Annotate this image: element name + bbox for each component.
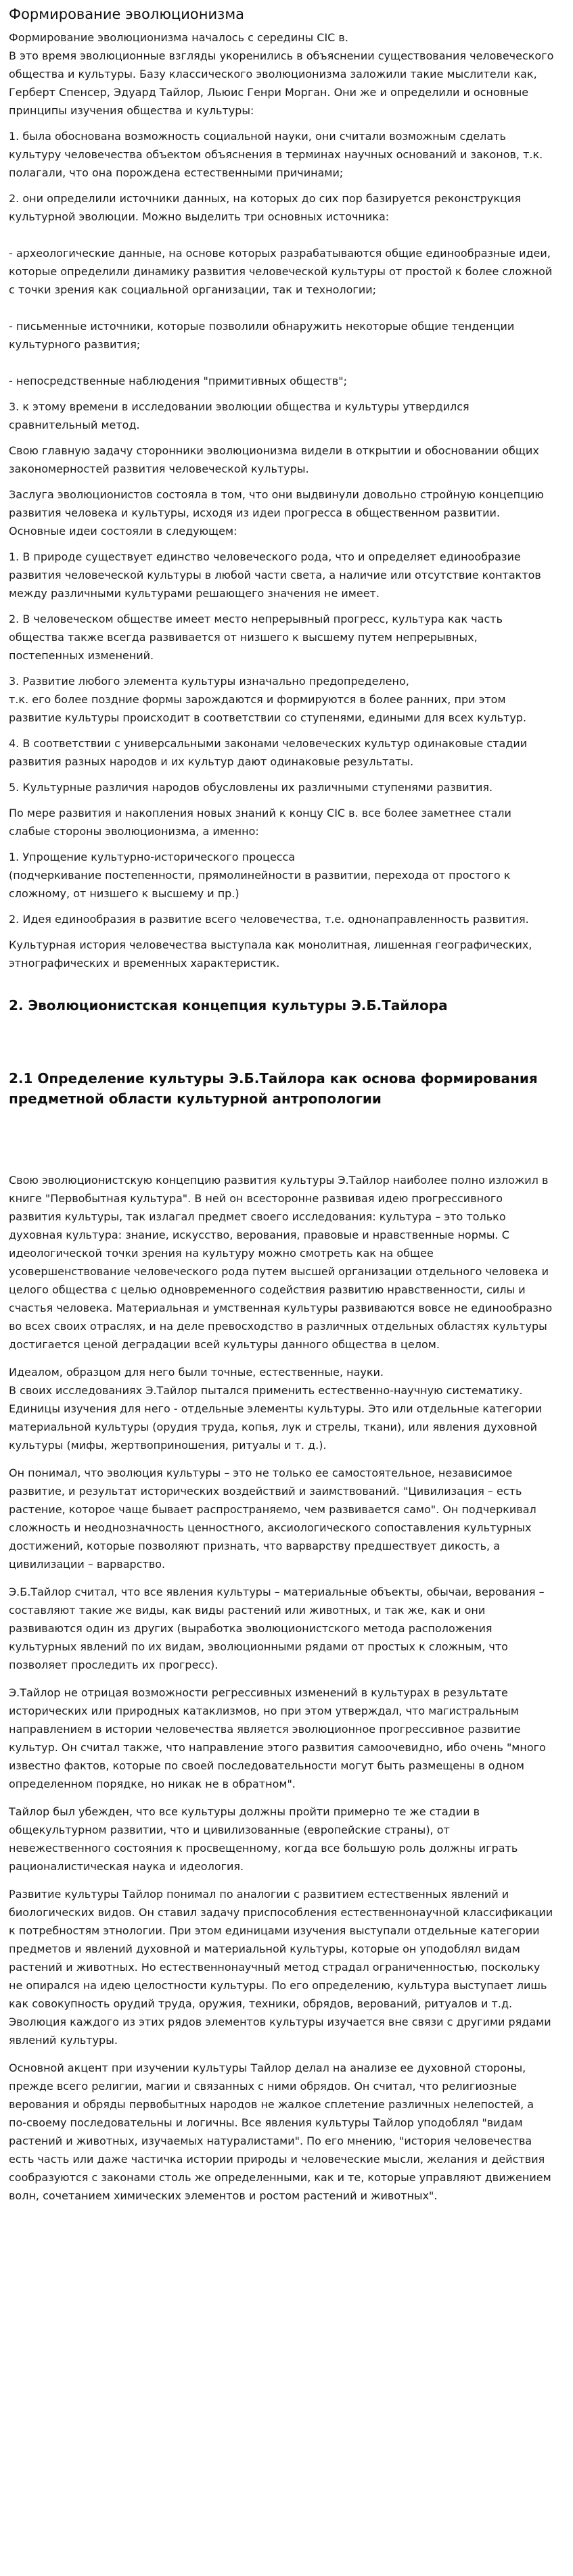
section-heading: 2. Эволюционистская концепция культуры Э.Б.Тайлора: [9, 997, 448, 1013]
paragraph: Культурная история человечества выступала как монолитная, лишенная географических, этнографических и временных характеристик.: [9, 938, 532, 970]
paragraph: 2. Идея единообразия в развитие всего человечества, т.е. однонаправленность развития.: [9, 913, 529, 926]
document-title: Формирование эволюционизма: [9, 6, 245, 22]
paragraph: 2. В человеческом обществе имеет место непрерывный прогресс, культура как часть общества также всегда развивается от низшего к высшему путем непрерывных, постепенных изменений.: [9, 613, 503, 662]
paragraph: Свою эволюционистскую концепцию развития культуры Э.Тайлор наиболее полно изложил в книге "Первобытная культура". В ней он всесторонне развивая идею прогрессивного развития культуры, так излагал предмет своего исследования: культура – это только духовная культура: знание, искусство, верования, правовые и нравственные нормы. С идеологической точки зрения на культуру можно смотреть как на общее усовершенствование человеческого рода путем высшей организации отдельного человека и целого общества с целью одновременного содействия развитию нравственности, силы и счастья человека. Материальная и умственная культуры развиваются вовсе не единообразно во всех своих отраслях, и на деле превосходство в различных отдельных областях культуры достигается ценой деградации всей культуры данного общества в целом.: [9, 1174, 553, 1351]
subsection-heading: 2.1 Определение культуры Э.Б.Тайлора как основа формирования предметной области культурной антропологии: [9, 1070, 538, 1107]
paragraph: Э.Тайлор не отрицая возможности регрессивных изменений в культурах в результате исторических или природных катаклизмов, но при этом утверждал, что магистральным направлением в истории человечества является эволюционное прогрессивное развитие культур. Он считал также, что направление этого развития самоочевидно, ибо очень "много известно фактов, которые по своей последовательности могут быть размещены в одном определенном порядке, но никак не в обратном".: [9, 1686, 546, 1790]
paragraph: Формирование эволюционизма началось с середины CIC в. В это время эволюционные взгляды укоренились в объяснении существования человеческого общества и культуры. Базу классического эволюционизма заложили такие мыслители как, Герберт Спенсер, Эдуард Тайлор, Льюис Генри Морган. Они же и определили и основные принципы изучения общества и культуры:: [9, 31, 554, 117]
paragraph: Тайлор был убежден, что все культуры должны пройти примерно те же стадии в общекультурном развитии, что и цивилизованные (европейские страны), от невежественного состояния к просвещенному, когда все большую роль должны играть рационалистическая наука и идеология.: [9, 1805, 518, 1873]
paragraph: По мере развития и накопления новых знаний к концу CIC в. все более заметнее стали слабые стороны эволюционизма, а именно:: [9, 807, 511, 838]
section-evolutionism: [9, 28, 554, 972]
paragraph: 5. Культурные различия народов обусловлены их различными ступенями развития.: [9, 781, 493, 794]
paragraph: Э.Б.Тайлор считал, что все явления культуры – материальные объекты, обычаи, верования – составляют такие же виды, как виды растений или животных, и так же, как и они развиваются один из других (выработка эволюционистского метода расположения культурных явлений по их видам, эволюционными рядами от простых к сложным, что позволяет проследить их прогресс).: [9, 1585, 545, 1671]
paragraph: 4. В соответствии с универсальными законами человеческих культур одинаковые стадии развития разных народов и их культур дают одинаковые результаты.: [9, 737, 528, 768]
paragraph: Основной акцент при изучении культуры Тайлор делал на анализе ее духовной стороны, прежде всего религии, магии и связанных с ними обрядов. Он считал, что религиозные верования и обряды первобытных народов не жалкое сплетение различных нелепостей, а по-своему последовательны и логичны. Все явления культуры Тайлор уподоблял "видам растений и животных, изучаемых натуралистами". По его мнению, "история человечества есть часть или даже частичка истории природы и человеческие мысли, желания и действия сообразуются с законами столь же определенными, как и те, которые управляют движением волн, сочетанием химических элементов и ростом растений и животных".: [9, 2061, 551, 2202]
paragraph: 1. была обоснована возможность социальной науки, они считали возможным сделать культуру человечества объектом объяснения в терминах научных оснований и законов, т.к. полагали, что она порождена естественными причинами;: [9, 130, 543, 179]
paragraph: 1. Упрощение культурно-исторического процесса (подчеркивание постепенности, прямолинейности в развитии, перехода от простого к сложному, от низшего к высшему и пр.): [9, 851, 511, 900]
paragraph: Развитие культуры Тайлор понимал по аналогии с развитием естественных явлений и биологических видов. Он ставил задачу приспособления естественнонаучной классификации к потребностям этнологии. При этом единицами изучения выступали отдельные категории предметов и явлений духовной и материальной культуры, которые он уподоблял видам растений и животных. Но естественнонаучный метод страдал ограниченностью, поскольку не опирался на идею целостности культуры. По его определению, культура выступает лишь как совокупность орудий труда, оружия, техники, обрядов, верований, ритуалов и т.д. Эволюция каждого из этих рядов элементов культуры изучается вне связи с другими рядами явлений культуры.: [9, 1888, 553, 2047]
paragraph: 3. к этому времени в исследовании эволюции общества и культуры утвердился сравнительный метод.: [9, 400, 469, 431]
paragraph: 1. В природе существует единство человеческого рода, что и определяет единообразие развития человеческой культуры в любой части света, а наличие или отсутствие контактов между различными культурами решающего значения не имеет.: [9, 550, 541, 600]
paragraph: Заслуга эволюционистов состояла в том, что они выдвинули довольно стройную концепцию развития человека и культуры, исходя из идеи прогресса в общественном развитии. Основные идеи состояли в следующем:: [9, 488, 544, 538]
paragraph: Он понимал, что эволюция культуры – это не только ее самостоятельное, независимое развитие, и результат исторических воздействий и заимствований. "Цивилизация – есть растение, которое чаще бывает распространяемо, чем развивается само". Он подчеркивал сложность и неоднозначность ценностного, аксиологического сопоставления культурных достижений, которые позволяют признать, что варварству предшествует дикость, а цивилизации – варварство.: [9, 1466, 536, 1571]
section-tylor: [9, 1171, 554, 2205]
paragraph: 3. Развитие любого элемента культуры изначально предопределено, т.к. его более поздние формы зарождаются и формируются в более ранних, при этом развитие культуры происходит в соответствии со ступенями, едиными для всех культур.: [9, 675, 527, 724]
paragraph: 2. они определили источники данных, на которых до сих пор базируется реконструкция культурной эволюции. Можно выделить три основных источника: - археологические данные, на основе которых разрабатываются общие единообразные идеи, которые определили динамику развития человеческой культуры от простой к более сложной с точки зрения как социальной организации, так и технологии; - письменные источники, которые позволили обнаружить некоторые общие тенденции культурного развития; - непосредственные наблюдения "примитивных обществ";: [9, 192, 553, 387]
paragraph: Свою главную задачу сторонники эволюционизма видели в открытии и обосновании общих закономерностей развития человеческой культуры.: [9, 444, 539, 475]
paragraph: Идеалом, образцом для него были точные, естественные, науки. В своих исследованиях Э.Тайлор пытался применить естественно-научную систематику. Единицы изучения для него - отдельные элементы культуры. Это или отдельные категории материальной культуры (орудия труда, копья, лук и стрелы, ткани), или явления духовной культуры (мифы, жертвоприношения, ритуалы и т. д.).: [9, 1366, 543, 1452]
